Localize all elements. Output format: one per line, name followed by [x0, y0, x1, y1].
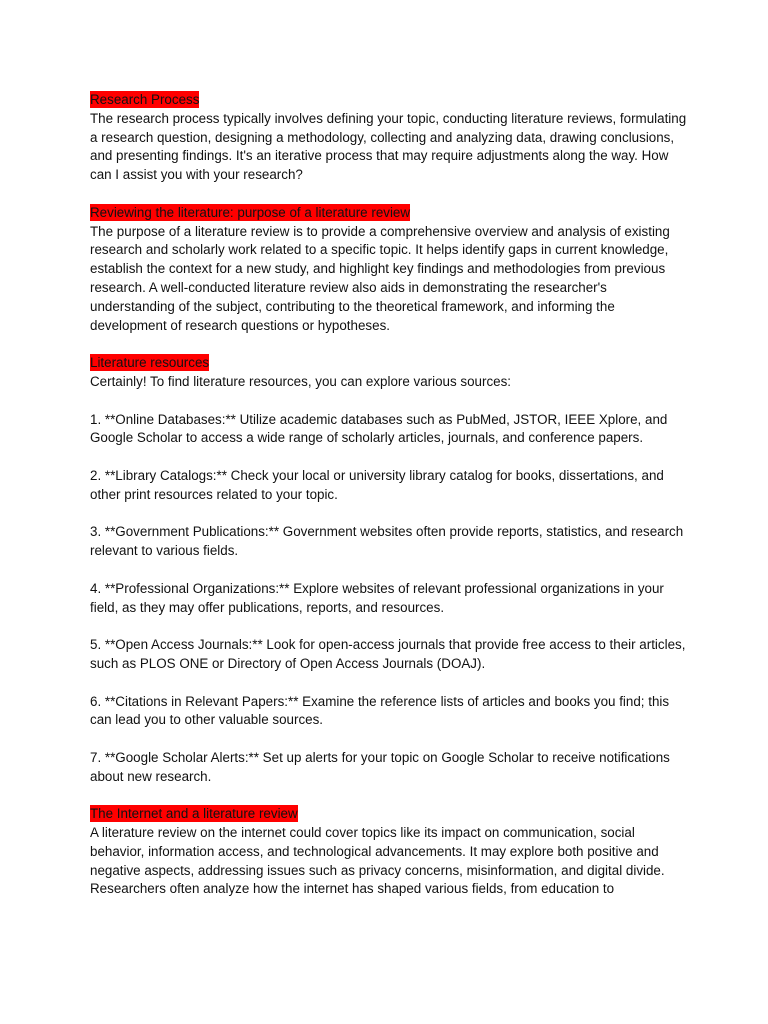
list-item: 7. **Google Scholar Alerts:** Set up alerts for your topic on Google Scholar to receive notifications about new research.: [90, 749, 670, 784]
section-heading: The Internet and a literature review: [90, 806, 298, 822]
section-literature-resources: [90, 354, 690, 786]
section-research-process: [90, 91, 690, 185]
section-paragraph: A literature review on the internet could cover topics like its impact on communication, social behavior, information access, and technological advancements. It may explore both positive and negative aspects, addressing issues such as privacy concerns, misinformation, and digital divide. Researchers often analyze how the internet has shaped various fields, from education to: [90, 825, 665, 897]
section-paragraph: The research process typically involves defining your topic, conducting literature reviews, formulating a research question, designing a methodology, collecting and analyzing data, drawing conclusions, and presenting findings. It's an iterative process that may require adjustments along the way. How can I assist you with your research?: [90, 110, 687, 183]
list-item: 4. **Professional Organizations:** Explore websites of relevant professional organizations in your field, as they may offer publications, reports, and resources.: [90, 580, 664, 615]
section-heading: Research Process: [90, 92, 200, 107]
list-item: 5. **Open Access Journals:** Look for open-access journals that provide free access to their articles, such as PLOS ONE or Directory of Open Access Journals (DOAJ).: [90, 637, 686, 671]
list-item: 6. **Citations in Relevant Papers:** Examine the reference lists of articles and books you find; this can lead you to other valuable sources.: [90, 693, 670, 728]
section-heading: Reviewing the literature: purpose of a literature review: [90, 204, 411, 220]
list-item: 1. **Online Databases:** Utilize academic databases such as PubMed, JSTOR, IEEE Xplore, and Google Scholar to access a wide range of scholarly articles, journals, and conference papers.: [90, 411, 668, 446]
section-paragraph: The purpose of a literature review is to provide a comprehensive overview and analysis of existing research and scholarly work related to a specific topic. It helps identify gaps in current knowledge, establish the context for a new study, and highlight key findings and methodologies from previous research. A well-conducted literature review also aids in demonstrating the researcher's understanding of the subject, contributing to the theoretical framework, and informing the development of research questions or hypotheses.: [90, 223, 670, 333]
list-item: 2. **Library Catalogs:** Check your local or university library catalog for books, dissertations, and other print resources related to your topic.: [90, 467, 664, 502]
document-body: [90, 91, 690, 918]
section-reviewing-literature: [90, 204, 690, 336]
resource-list: [90, 411, 690, 787]
section-internet-literature-review: [90, 805, 690, 899]
section-heading: Literature resources: [90, 355, 210, 371]
section-intro: Certainly! To find literature resources, you can explore various sources:: [90, 373, 512, 389]
list-item: 3. **Government Publications:** Government websites often provide reports, statistics, and research relevant to various fields.: [90, 524, 684, 559]
